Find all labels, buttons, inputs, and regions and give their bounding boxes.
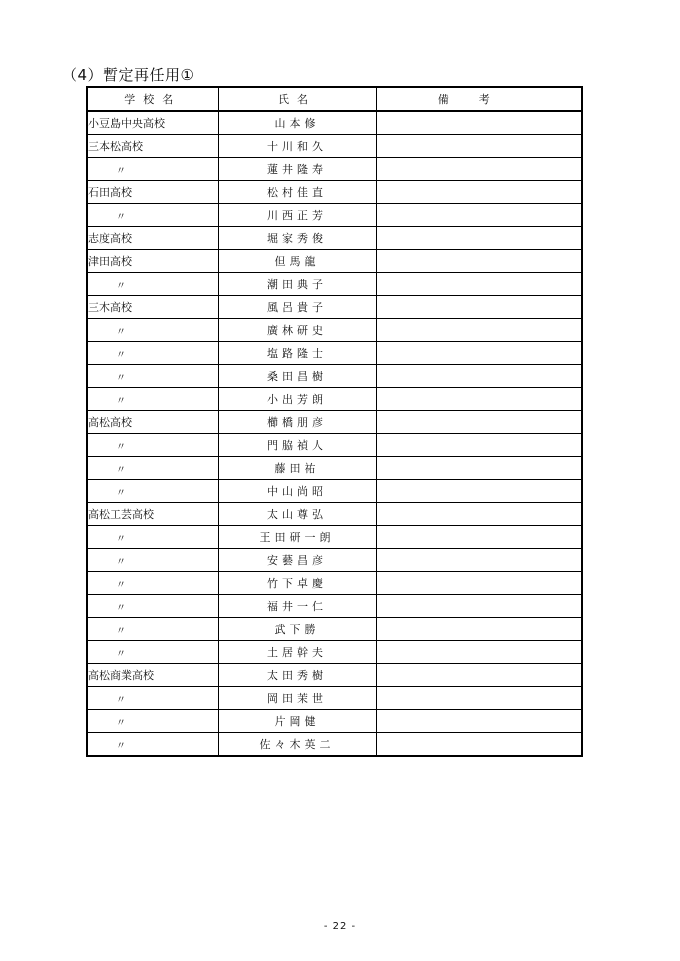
name-cell: 王田研一朗 xyxy=(218,526,376,549)
table-row xyxy=(87,365,582,388)
table-row xyxy=(87,296,582,319)
note-cell xyxy=(376,526,582,549)
table-header-row xyxy=(87,87,582,111)
school-cell: 石田高校 xyxy=(87,181,218,204)
table-row xyxy=(87,480,582,503)
table-row xyxy=(87,388,582,411)
note-cell xyxy=(376,503,582,526)
page-number: - 22 - xyxy=(323,921,357,932)
name-cell: 川西正芳 xyxy=(218,204,376,227)
table-row xyxy=(87,135,582,158)
name-cell: 桑田昌樹 xyxy=(218,365,376,388)
header-name: 氏名 xyxy=(218,87,376,111)
name-cell: 門脇禎人 xyxy=(218,434,376,457)
name-cell: 塩路隆士 xyxy=(218,342,376,365)
name-cell: 堀家秀俊 xyxy=(218,227,376,250)
note-cell xyxy=(376,618,582,641)
name-cell: 蓮井隆寿 xyxy=(218,158,376,181)
note-cell xyxy=(376,319,582,342)
school-cell: 高松商業高校 xyxy=(87,664,218,687)
table-row xyxy=(87,411,582,434)
note-cell xyxy=(376,296,582,319)
note-cell xyxy=(376,273,582,296)
note-cell xyxy=(376,457,582,480)
name-cell: 山本修 xyxy=(218,111,376,135)
staff-table xyxy=(86,86,583,757)
school-cell: 〃 xyxy=(87,618,218,641)
name-cell: 片岡健 xyxy=(218,710,376,733)
name-cell: 土居幹夫 xyxy=(218,641,376,664)
table-row xyxy=(87,595,582,618)
school-cell: 〃 xyxy=(87,526,218,549)
school-cell: 三木高校 xyxy=(87,296,218,319)
school-cell: 〃 xyxy=(87,204,218,227)
name-cell: 武下勝 xyxy=(218,618,376,641)
table-row xyxy=(87,227,582,250)
note-cell xyxy=(376,549,582,572)
note-cell xyxy=(376,250,582,273)
school-cell: 〃 xyxy=(87,710,218,733)
header-note: 備考 xyxy=(376,87,582,111)
note-cell xyxy=(376,388,582,411)
table-row xyxy=(87,181,582,204)
note-cell xyxy=(376,411,582,434)
school-cell: 〃 xyxy=(87,733,218,757)
name-cell: 中山尚昭 xyxy=(218,480,376,503)
note-cell xyxy=(376,572,582,595)
table-row xyxy=(87,733,582,757)
note-cell xyxy=(376,135,582,158)
name-cell: 竹下卓慶 xyxy=(218,572,376,595)
table-row xyxy=(87,618,582,641)
table-row xyxy=(87,710,582,733)
name-cell: 小出芳朗 xyxy=(218,388,376,411)
note-cell xyxy=(376,181,582,204)
note-cell xyxy=(376,365,582,388)
note-cell xyxy=(376,687,582,710)
name-cell: 安藝昌彦 xyxy=(218,549,376,572)
name-cell: 岡田茉世 xyxy=(218,687,376,710)
school-cell: 〃 xyxy=(87,480,218,503)
name-cell: 佐々木英二 xyxy=(218,733,376,757)
name-cell: 但馬龍 xyxy=(218,250,376,273)
school-cell: 〃 xyxy=(87,687,218,710)
note-cell xyxy=(376,227,582,250)
school-cell: 〃 xyxy=(87,457,218,480)
school-cell: 〃 xyxy=(87,319,218,342)
name-cell: 松村佳直 xyxy=(218,181,376,204)
table-row xyxy=(87,342,582,365)
note-cell xyxy=(376,710,582,733)
note-cell xyxy=(376,158,582,181)
table-row xyxy=(87,526,582,549)
table-row xyxy=(87,273,582,296)
table-row xyxy=(87,641,582,664)
school-cell: 津田高校 xyxy=(87,250,218,273)
name-cell: 潮田典子 xyxy=(218,273,376,296)
school-cell: 高松工芸高校 xyxy=(87,503,218,526)
name-cell: 藤田祐 xyxy=(218,457,376,480)
header-school: 学校名 xyxy=(87,87,218,111)
note-cell xyxy=(376,480,582,503)
table-row xyxy=(87,457,582,480)
table-row xyxy=(87,250,582,273)
table-body xyxy=(87,111,582,756)
school-cell: 〃 xyxy=(87,434,218,457)
school-cell: 〃 xyxy=(87,365,218,388)
name-cell: 福井一仁 xyxy=(218,595,376,618)
table-row xyxy=(87,434,582,457)
school-cell: 〃 xyxy=(87,158,218,181)
school-cell: 三本松高校 xyxy=(87,135,218,158)
note-cell xyxy=(376,434,582,457)
name-cell: 風呂貴子 xyxy=(218,296,376,319)
school-cell: 〃 xyxy=(87,273,218,296)
table-row xyxy=(87,319,582,342)
note-cell xyxy=(376,595,582,618)
name-cell: 十川和久 xyxy=(218,135,376,158)
note-cell xyxy=(376,664,582,687)
note-cell xyxy=(376,641,582,664)
table-row xyxy=(87,204,582,227)
table-row xyxy=(87,687,582,710)
note-cell xyxy=(376,733,582,757)
school-cell: 〃 xyxy=(87,388,218,411)
school-cell: 志度高校 xyxy=(87,227,218,250)
table-row xyxy=(87,503,582,526)
school-cell: 〃 xyxy=(87,595,218,618)
school-cell: 〃 xyxy=(87,342,218,365)
table-row xyxy=(87,664,582,687)
table-row xyxy=(87,111,582,135)
school-cell: 小豆島中央高校 xyxy=(87,111,218,135)
table-row xyxy=(87,572,582,595)
school-cell: 〃 xyxy=(87,641,218,664)
section-heading: （4）暫定再任用① xyxy=(62,66,195,84)
note-cell xyxy=(376,204,582,227)
note-cell xyxy=(376,111,582,135)
name-cell: 廣林研史 xyxy=(218,319,376,342)
table-row xyxy=(87,158,582,181)
table-row xyxy=(87,549,582,572)
name-cell: 太山尊弘 xyxy=(218,503,376,526)
name-cell: 太田秀樹 xyxy=(218,664,376,687)
school-cell: 高松高校 xyxy=(87,411,218,434)
school-cell: 〃 xyxy=(87,549,218,572)
school-cell: 〃 xyxy=(87,572,218,595)
name-cell: 櫛橋朋彦 xyxy=(218,411,376,434)
note-cell xyxy=(376,342,582,365)
